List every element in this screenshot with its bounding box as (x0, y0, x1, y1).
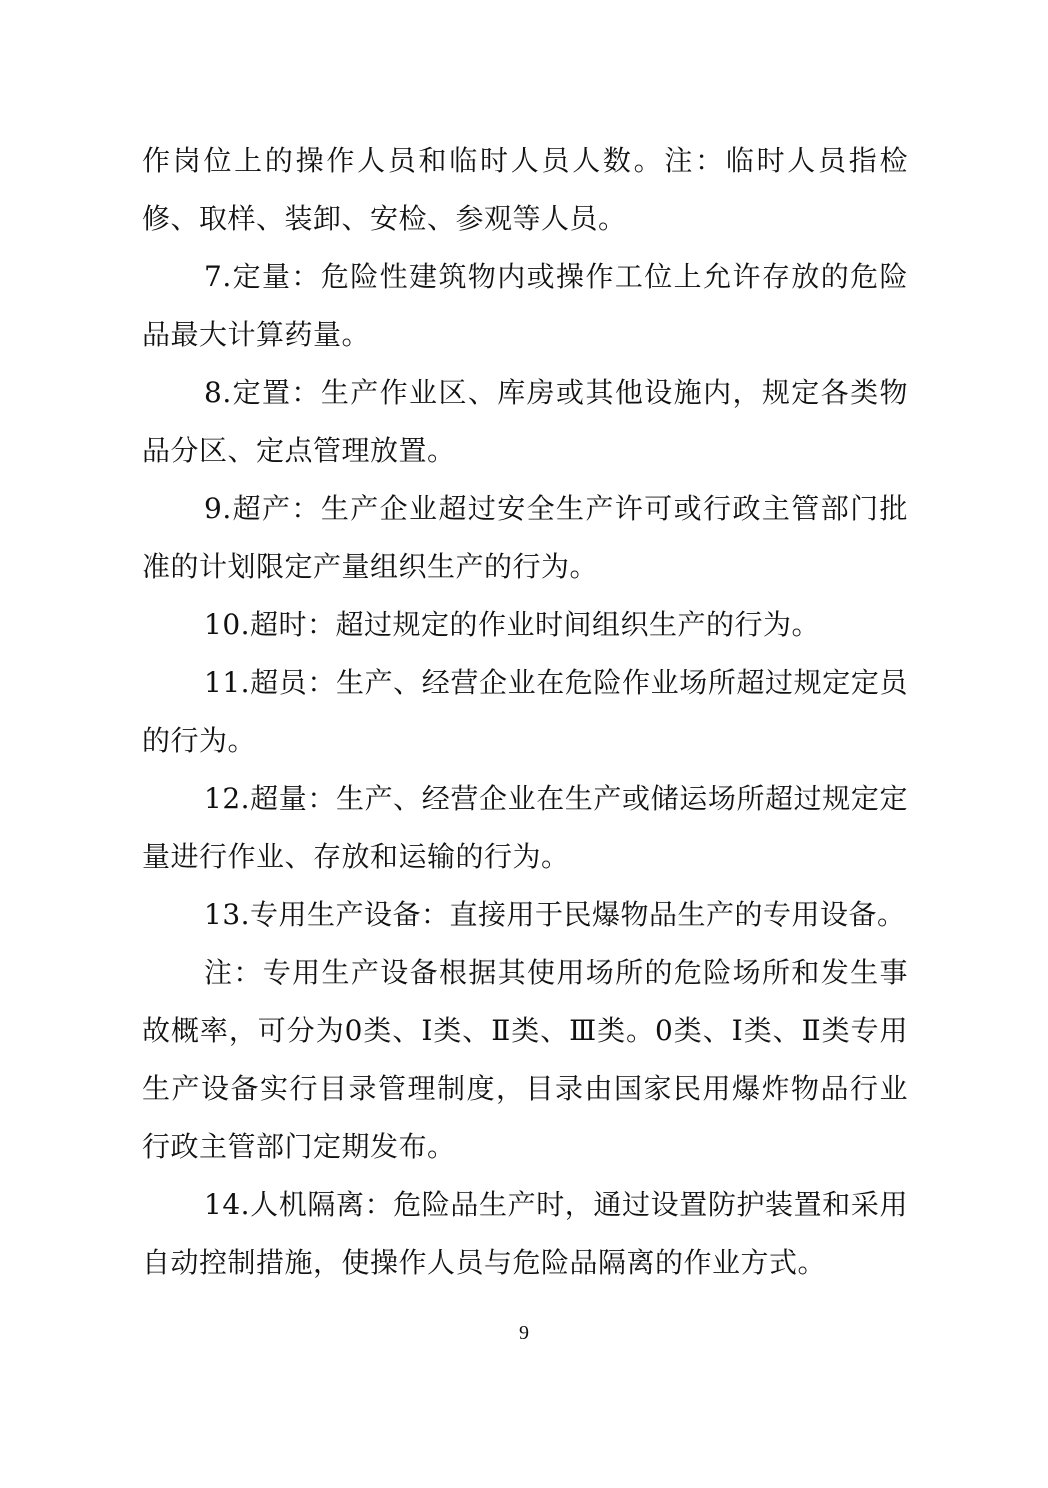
paragraph-definition-14: 14.人机隔离：危险品生产时，通过设置防护装置和采用自动控制措施，使操作人员与危险品隔离的作业方式。 (142, 1188, 908, 1279)
body-text (142, 132, 908, 1292)
paragraph-definition-12: 12.超量：生产、经营企业在生产或储运场所超过规定定量进行作业、存放和运输的行为。 (142, 782, 908, 873)
paragraph-definition-8: 8.定置：生产作业区、库房或其他设施内，规定各类物品分区、定点管理放置。 (142, 376, 908, 467)
page-number: 9 (519, 1322, 529, 1344)
paragraph-definition-13: 13.专用生产设备：直接用于民爆物品生产的专用设备。 (204, 898, 906, 931)
paragraph-definition-11: 11.超员：生产、经营企业在危险作业场所超过规定定员的行为。 (142, 666, 908, 757)
paragraph-definition-9: 9.超产：生产企业超过安全生产许可或行政主管部门批准的计划限定产量组织生产的行为。 (142, 492, 908, 583)
paragraph-continuation: 作岗位上的操作人员和临时人员人数。注：临时人员指检修、取样、装卸、安检、参观等人员。 (142, 144, 908, 235)
paragraph-definition-10: 10.超时：超过规定的作业时间组织生产的行为。 (204, 608, 821, 641)
paragraph-definition-7: 7.定量：危险性建筑物内或操作工位上允许存放的危险品最大计算药量。 (142, 260, 908, 351)
paragraph-note: 注：专用生产设备根据其使用场所的危险场所和发生事故概率，可分为0类、Ⅰ类、Ⅱ类、Ⅲ类。0类、Ⅰ类、Ⅱ类专用生产设备实行目录管理制度，目录由国家民用爆炸物品行业行政主管部门定期发布。 (142, 956, 908, 1163)
